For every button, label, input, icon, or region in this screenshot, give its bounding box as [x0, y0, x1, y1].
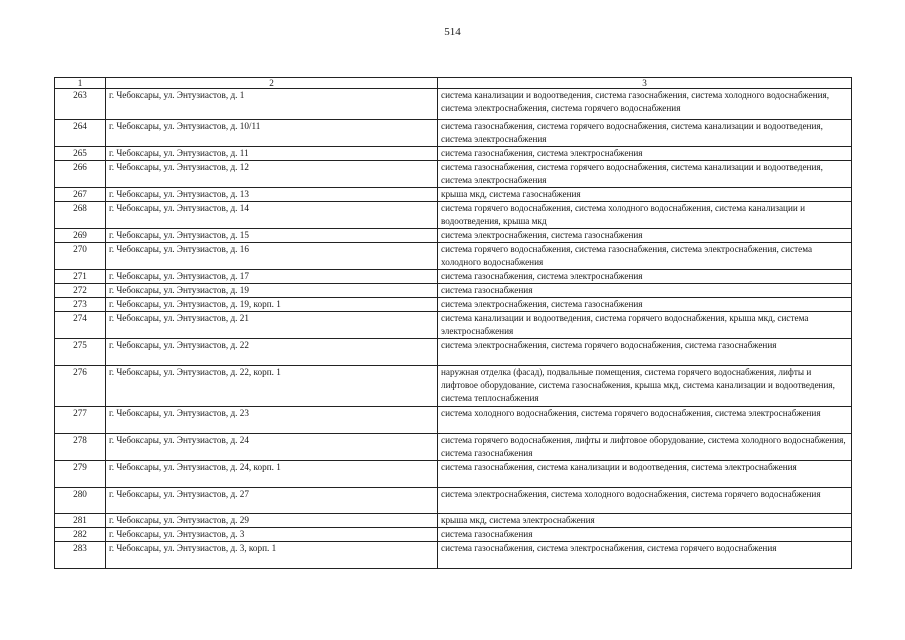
row-number-cell: 263 — [55, 89, 106, 120]
table-header-row — [55, 78, 852, 89]
row-number-cell: 277 — [55, 407, 106, 434]
address-cell: г. Чебоксары, ул. Энтузиастов, д. 29 — [106, 514, 438, 528]
table-row — [55, 312, 852, 339]
table-row — [55, 366, 852, 407]
systems-cell: система газоснабжения, система электроснабжения, система горячего водоснабжения — [438, 542, 852, 569]
table-row — [55, 161, 852, 188]
address-cell: г. Чебоксары, ул. Энтузиастов, д. 24, корп. 1 — [106, 461, 438, 488]
row-number-cell: 265 — [55, 147, 106, 161]
address-cell: г. Чебоксары, ул. Энтузиастов, д. 10/11 — [106, 120, 438, 147]
table-row — [55, 284, 852, 298]
table-row — [55, 434, 852, 461]
address-cell: г. Чебоксары, ул. Энтузиастов, д. 17 — [106, 270, 438, 284]
table-row — [55, 270, 852, 284]
table-row — [55, 298, 852, 312]
row-number-cell: 283 — [55, 542, 106, 569]
address-cell: г. Чебоксары, ул. Энтузиастов, д. 3 — [106, 528, 438, 542]
address-cell: г. Чебоксары, ул. Энтузиастов, д. 27 — [106, 488, 438, 514]
column-header-number: 1 — [55, 78, 106, 89]
address-cell: г. Чебоксары, ул. Энтузиастов, д. 24 — [106, 434, 438, 461]
systems-cell: система канализации и водоотведения, система горячего водоснабжения, крыша мкд, система электроснабжения — [438, 312, 852, 339]
systems-cell: система газоснабжения — [438, 284, 852, 298]
table-row — [55, 89, 852, 120]
row-number-cell: 269 — [55, 229, 106, 243]
address-cell: г. Чебоксары, ул. Энтузиастов, д. 16 — [106, 243, 438, 270]
row-number-cell: 280 — [55, 488, 106, 514]
row-number-cell: 268 — [55, 202, 106, 229]
systems-cell: система газоснабжения, система электроснабжения — [438, 147, 852, 161]
address-cell: г. Чебоксары, ул. Энтузиастов, д. 23 — [106, 407, 438, 434]
row-number-cell: 273 — [55, 298, 106, 312]
systems-cell: система газоснабжения, система электроснабжения — [438, 270, 852, 284]
table-row — [55, 514, 852, 528]
address-cell: г. Чебоксары, ул. Энтузиастов, д. 13 — [106, 188, 438, 202]
systems-cell: система газоснабжения, система горячего водоснабжения, система канализации и водоотведения, система электроснабжения — [438, 161, 852, 188]
row-number-cell: 279 — [55, 461, 106, 488]
table-row — [55, 542, 852, 569]
systems-cell: система канализации и водоотведения, система газоснабжения, система холодного водоснабжения, система электроснабжения, система горячего водоснабжения — [438, 89, 852, 120]
address-cell: г. Чебоксары, ул. Энтузиастов, д. 15 — [106, 229, 438, 243]
systems-cell: система холодного водоснабжения, система горячего водоснабжения, система электроснабжения — [438, 407, 852, 434]
row-number-cell: 266 — [55, 161, 106, 188]
address-cell: г. Чебоксары, ул. Энтузиастов, д. 11 — [106, 147, 438, 161]
systems-cell: система электроснабжения, система холодного водоснабжения, система горячего водоснабжения — [438, 488, 852, 514]
systems-cell: система газоснабжения, система канализации и водоотведения, система электроснабжения — [438, 461, 852, 488]
address-cell: г. Чебоксары, ул. Энтузиастов, д. 19 — [106, 284, 438, 298]
systems-cell: система газоснабжения — [438, 528, 852, 542]
address-cell: г. Чебоксары, ул. Энтузиастов, д. 21 — [106, 312, 438, 339]
row-number-cell: 281 — [55, 514, 106, 528]
systems-cell: система электроснабжения, система горячего водоснабжения, система газоснабжения — [438, 339, 852, 366]
systems-cell: система электроснабжения, система газоснабжения — [438, 298, 852, 312]
systems-cell: система горячего водоснабжения, система холодного водоснабжения, система канализации и водоотведения, крыша мкд — [438, 202, 852, 229]
row-number-cell: 276 — [55, 366, 106, 407]
table-row — [55, 188, 852, 202]
table-row — [55, 461, 852, 488]
address-cell: г. Чебоксары, ул. Энтузиастов, д. 22 — [106, 339, 438, 366]
row-number-cell: 278 — [55, 434, 106, 461]
row-number-cell: 282 — [55, 528, 106, 542]
systems-cell: система горячего водоснабжения, система газоснабжения, система электроснабжения, система холодного водоснабжения — [438, 243, 852, 270]
table-row — [55, 120, 852, 147]
table-row — [55, 528, 852, 542]
column-header-address: 2 — [106, 78, 438, 89]
table-row — [55, 407, 852, 434]
address-cell: г. Чебоксары, ул. Энтузиастов, д. 3, корп. 1 — [106, 542, 438, 569]
address-cell: г. Чебоксары, ул. Энтузиастов, д. 22, корп. 1 — [106, 366, 438, 407]
registry-table — [54, 77, 852, 569]
row-number-cell: 267 — [55, 188, 106, 202]
row-number-cell: 272 — [55, 284, 106, 298]
table-row — [55, 243, 852, 270]
column-header-systems: 3 — [438, 78, 852, 89]
table-row — [55, 488, 852, 514]
systems-cell: крыша мкд, система газоснабжения — [438, 188, 852, 202]
systems-cell: система газоснабжения, система горячего водоснабжения, система канализации и водоотведения, система электроснабжения — [438, 120, 852, 147]
row-number-cell: 275 — [55, 339, 106, 366]
table-row — [55, 202, 852, 229]
page-number: 514 — [444, 26, 461, 38]
table-row — [55, 147, 852, 161]
row-number-cell: 270 — [55, 243, 106, 270]
address-cell: г. Чебоксары, ул. Энтузиастов, д. 14 — [106, 202, 438, 229]
systems-cell: наружная отделка (фасад), подвальные помещения, система горячего водоснабжения, лифты и лифтовое оборудование, система газоснабжения, крыша мкд, система канализации и водоотведения, система теплоснабжения — [438, 366, 852, 407]
systems-cell: крыша мкд, система электроснабжения — [438, 514, 852, 528]
systems-cell: система горячего водоснабжения, лифты и лифтовое оборудование, система холодного водоснабжения, система газоснабжения — [438, 434, 852, 461]
row-number-cell: 271 — [55, 270, 106, 284]
systems-cell: система электроснабжения, система газоснабжения — [438, 229, 852, 243]
address-cell: г. Чебоксары, ул. Энтузиастов, д. 12 — [106, 161, 438, 188]
address-cell: г. Чебоксары, ул. Энтузиастов, д. 1 — [106, 89, 438, 120]
row-number-cell: 274 — [55, 312, 106, 339]
table-row — [55, 229, 852, 243]
address-cell: г. Чебоксары, ул. Энтузиастов, д. 19, корп. 1 — [106, 298, 438, 312]
table-row — [55, 339, 852, 366]
row-number-cell: 264 — [55, 120, 106, 147]
